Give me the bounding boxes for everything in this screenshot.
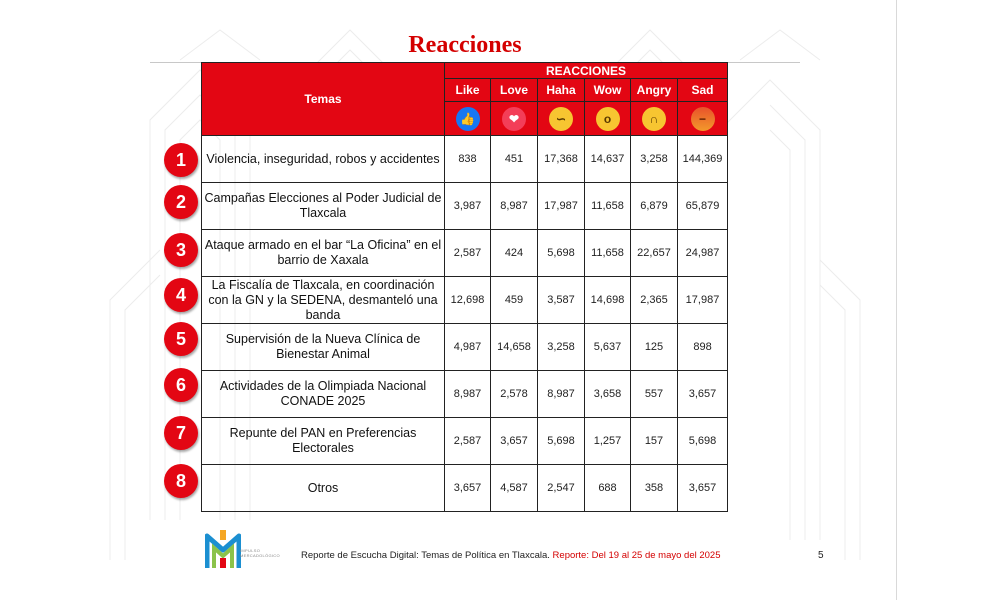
page-title: Reacciones [408, 32, 522, 58]
reaction-label-sad: Sad [678, 79, 728, 102]
like-count: 8,987 [445, 371, 491, 418]
rank-badge: 1 [164, 143, 198, 177]
like-count: 838 [445, 136, 491, 183]
reaction-icon-cell [445, 102, 491, 136]
slide-edge-line [896, 0, 897, 600]
logo-text-line: MERCADOLÓGICO [240, 553, 280, 558]
haha-count: 5,698 [538, 230, 585, 277]
topic-cell: Otros [202, 465, 445, 512]
haha-count: 17,368 [538, 136, 585, 183]
sad-count: 898 [678, 324, 728, 371]
wow-count: 14,698 [585, 277, 631, 324]
sad-count: 3,657 [678, 371, 728, 418]
angry-count: 358 [631, 465, 678, 512]
angry-count: 157 [631, 418, 678, 465]
sad-count: 65,879 [678, 183, 728, 230]
sad-count: 17,987 [678, 277, 728, 324]
reaction-icon-cell [585, 102, 631, 136]
wow-icon: o [596, 107, 620, 131]
reactions-group-header: REACCIONES [445, 63, 728, 79]
love-count: 424 [491, 230, 538, 277]
logo-text [240, 548, 280, 558]
love-count: 4,587 [491, 465, 538, 512]
rank-badge: 8 [164, 464, 198, 498]
reactions-table [201, 62, 728, 512]
reaction-icon-cell [631, 102, 678, 136]
sad-count: 144,369 [678, 136, 728, 183]
reaction-label-haha: Haha [538, 79, 585, 102]
table-row [202, 465, 728, 512]
angry-count: 22,657 [631, 230, 678, 277]
wow-count: 14,637 [585, 136, 631, 183]
haha-count: 5,698 [538, 418, 585, 465]
like-count: 3,987 [445, 183, 491, 230]
angry-count: 3,258 [631, 136, 678, 183]
like-count: 3,657 [445, 465, 491, 512]
wow-count: 1,257 [585, 418, 631, 465]
angry-count: 2,365 [631, 277, 678, 324]
haha-count: 2,547 [538, 465, 585, 512]
haha-count: 17,987 [538, 183, 585, 230]
reaction-label-love: Love [491, 79, 538, 102]
like-count: 12,698 [445, 277, 491, 324]
table-row [202, 418, 728, 465]
reaction-label-angry: Angry [631, 79, 678, 102]
topic-cell: La Fiscalía de Tlaxcala, en coordinación con la GN y la SEDENA, desmanteló una banda [202, 277, 445, 324]
angry-count: 125 [631, 324, 678, 371]
reaction-icon-cell [491, 102, 538, 136]
like-count: 4,987 [445, 324, 491, 371]
report-title: Reporte de Escucha Digital: Temas de Política en Tlaxcala. [301, 550, 550, 561]
reaction-icon-cell [538, 102, 585, 136]
table-row [202, 230, 728, 277]
like-count: 2,587 [445, 418, 491, 465]
table-row [202, 371, 728, 418]
love-count: 2,578 [491, 371, 538, 418]
wow-count: 3,658 [585, 371, 631, 418]
rank-badge: 2 [164, 185, 198, 219]
love-icon: ❤ [502, 107, 526, 131]
table-row [202, 183, 728, 230]
sad-count: 24,987 [678, 230, 728, 277]
sad-count: 5,698 [678, 418, 728, 465]
love-count: 459 [491, 277, 538, 324]
haha-icon: ∽ [549, 107, 573, 131]
haha-count: 3,587 [538, 277, 585, 324]
table-row [202, 277, 728, 324]
topic-cell: Ataque armado en el bar “La Oficina” en el barrio de Xaxala [202, 230, 445, 277]
wow-count: 11,658 [585, 230, 631, 277]
wow-count: 11,658 [585, 183, 631, 230]
topics-header: Temas [202, 63, 445, 136]
topic-cell: Repunte del PAN en Preferencias Electorales [202, 418, 445, 465]
rank-badge: 5 [164, 322, 198, 356]
love-count: 8,987 [491, 183, 538, 230]
table-row [202, 136, 728, 183]
rank-badge: 7 [164, 416, 198, 450]
wow-count: 688 [585, 465, 631, 512]
table-row [202, 324, 728, 371]
rank-badge: 6 [164, 368, 198, 402]
topic-cell: Violencia, inseguridad, robos y accidentes [202, 136, 445, 183]
love-count: 3,657 [491, 418, 538, 465]
reaction-label-like: Like [445, 79, 491, 102]
topic-cell: Actividades de la Olimpiada Nacional CONADE 2025 [202, 371, 445, 418]
haha-count: 3,258 [538, 324, 585, 371]
footer-report-text [301, 550, 721, 561]
company-logo [205, 528, 241, 570]
like-icon: 👍 [456, 107, 480, 131]
report-period: Reporte: Del 19 al 25 de mayo del 2025 [552, 550, 721, 561]
angry-count: 557 [631, 371, 678, 418]
sad-count: 3,657 [678, 465, 728, 512]
angry-count: 6,879 [631, 183, 678, 230]
topic-cell: Campañas Elecciones al Poder Judicial de Tlaxcala [202, 183, 445, 230]
page-number: 5 [818, 550, 824, 561]
love-count: 451 [491, 136, 538, 183]
reaction-icon-cell [678, 102, 728, 136]
sad-icon: ∩ [642, 107, 666, 131]
haha-count: 8,987 [538, 371, 585, 418]
rank-badge: 4 [164, 278, 198, 312]
logo-text-line: IMPULSO [240, 548, 261, 553]
like-count: 2,587 [445, 230, 491, 277]
topic-cell: Supervisión de la Nueva Clínica de Bienestar Animal [202, 324, 445, 371]
reaction-label-wow: Wow [585, 79, 631, 102]
angry-icon: − [691, 107, 715, 131]
love-count: 14,658 [491, 324, 538, 371]
wow-count: 5,637 [585, 324, 631, 371]
rank-badge: 3 [164, 233, 198, 267]
